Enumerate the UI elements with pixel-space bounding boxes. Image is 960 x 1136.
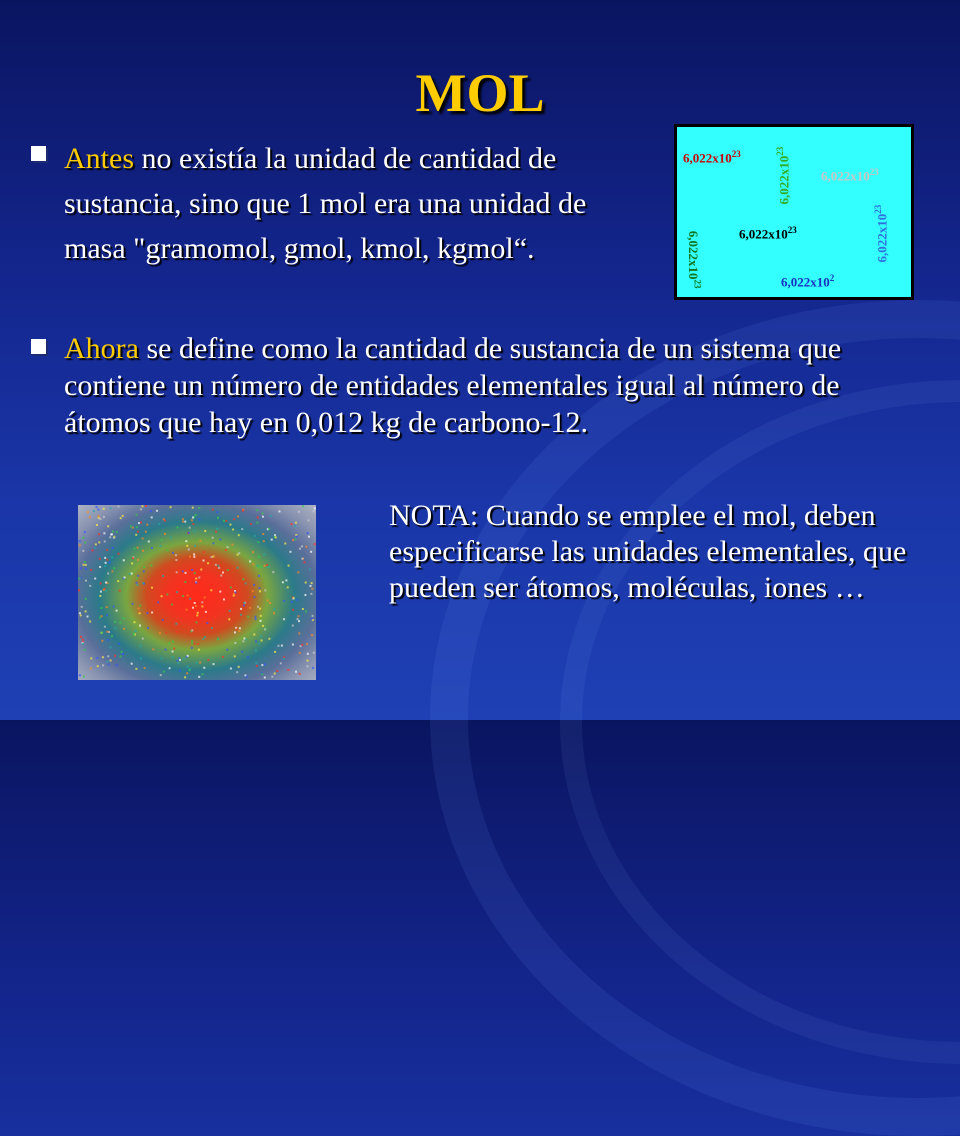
avogadro-number: $6,022x10^{23}$ (683, 149, 741, 166)
avogadro-number: $6,022x10^{23}$ (873, 204, 890, 263)
avogadro-number-image (674, 124, 914, 300)
avogadro-number: $6,022x10^{23}$ (739, 225, 797, 242)
particle-dots (78, 505, 316, 680)
avogadro-number: $6,022x10^{23}$ (775, 146, 792, 205)
avogadro-number: $6,022x10^{23}$ (821, 167, 879, 184)
bullet-square-icon (31, 146, 46, 161)
bullet-text-ahora: se define como la cantidad de sustancia de un sistema que contiene un número de entidades elementales igual al número de átomos que hay en 0,012 kg de carbono-12. (64, 332, 842, 439)
keyword-antes: Antes (64, 142, 134, 175)
particle-cloud-image (78, 505, 316, 680)
avogadro-number: $6,022x10^2$ (781, 273, 835, 290)
bullet-text-antes: no existía la unidad de cantidad de sustancia, sino que 1 mol era una unidad de masa "gramomol, gmol, kmol, kgmol“. (64, 142, 587, 265)
note-text: NOTA: Cuando se emplee el mol, deben especificarse las unidades elementales, que pueden ser átomos, moléculas, iones … (389, 499, 907, 604)
bullet-square-icon (31, 339, 46, 354)
slide-title: MOL (415, 63, 545, 123)
bullet-paragraph-ahora (64, 330, 924, 441)
bullet-paragraph-antes (64, 136, 624, 271)
avogadro-number: $6,022x10^{23}$ (686, 230, 703, 289)
background-swoosh-inner (560, 380, 960, 1064)
keyword-ahora: Ahora (64, 332, 139, 365)
